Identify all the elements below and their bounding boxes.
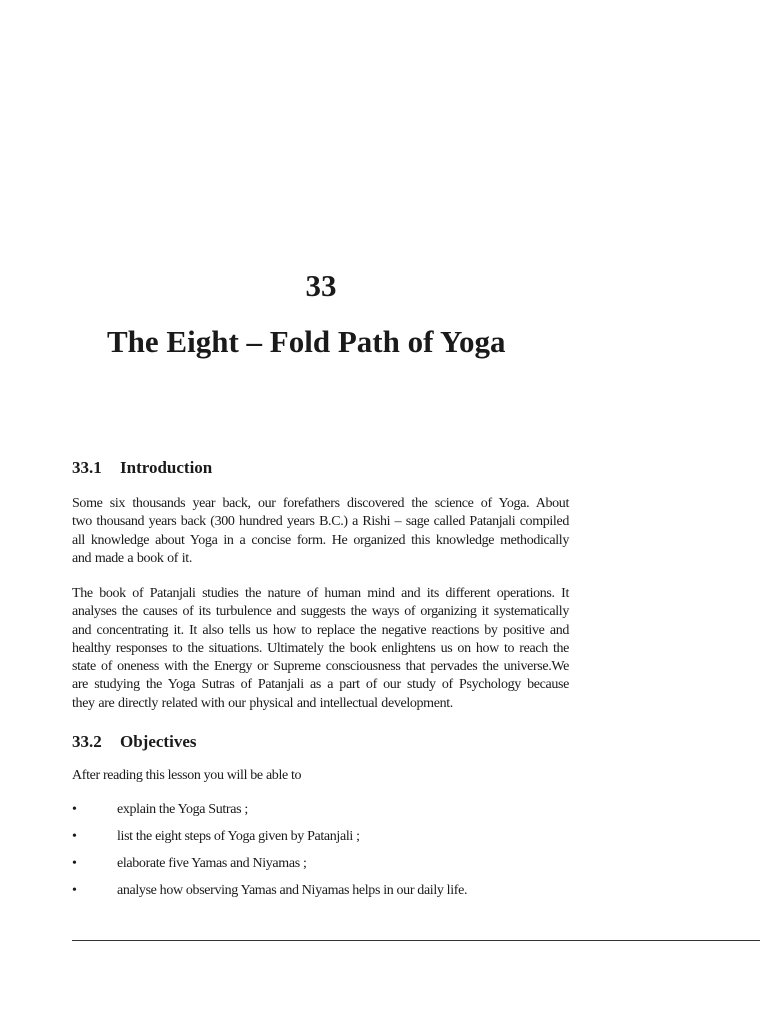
section-heading-introduction [72,457,212,479]
paragraph-line: two thousand years back (300 hundred years B.C.) a Rishi – sage called Patanjali compiled [72,514,569,530]
list-item-text: elaborate five Yamas and Niyamas ; [117,856,307,871]
section-heading-objectives [72,731,196,753]
section-title: Objectives [120,732,197,751]
bullet-icon: • [72,883,77,898]
intro-paragraph-1 [72,495,569,568]
section-title: Introduction [120,458,213,477]
paragraph-line: state of oneness with the Energy or Supreme consciousness that pervades the universe.We [72,659,569,675]
paragraph-line: and made a book of it. [72,550,192,566]
section-number: 33.1 [72,458,102,477]
paragraph-line: are studying the Yoga Sutras of Patanjali as a part of our study of Psychology because [72,677,569,693]
intro-paragraph-2 [72,585,569,713]
paragraph-line: and concentrating it. It also tells us how to replace the negative reactions by positive and [72,622,569,638]
chapter-title: The Eight – Fold Path of Yoga [107,324,506,359]
list-item-text: explain the Yoga Sutras ; [117,802,248,817]
list-item-text: analyse how observing Yamas and Niyamas helps in our daily life. [117,883,468,898]
section-number: 33.2 [72,732,102,751]
paragraph-line: analyses the causes of its turbulence and suggests the ways of organizing it systematically [72,604,569,620]
bullet-icon: • [72,856,77,871]
footer-divider [72,940,760,941]
bullet-icon: • [72,829,77,844]
paragraph-line: all knowledge about Yoga in a concise form. He organized this knowledge methodically [72,532,569,548]
list-item-text: list the eight steps of Yoga given by Patanjali ; [117,829,360,844]
paragraph-line: Some six thousands year back, our forefathers discovered the science of Yoga. About [72,496,569,511]
objectives-lead: After reading this lesson you will be able to [72,768,302,783]
paragraph-line: they are directly related with our physical and intellectual development. [72,695,453,711]
paragraph-line: healthy responses to the situations. Ultimately the book enlightens us on how to reach the [72,640,569,656]
paragraph-line: The book of Patanjali studies the nature of human mind and its different operations. It [72,586,569,601]
bullet-icon: • [72,802,77,817]
chapter-number: 33 [305,268,337,303]
